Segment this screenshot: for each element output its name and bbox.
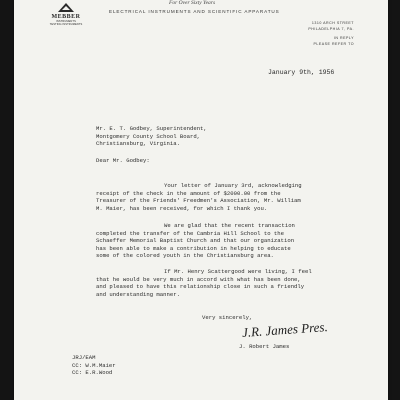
paragraph-line: receipt of the check in the amount of $2000.00 from the	[96, 189, 281, 197]
signer-name: J. Robert James	[239, 343, 290, 350]
paragraph-line: If Mr. Henry Scattergood were living, I feel	[164, 268, 312, 275]
motto: For Over Sixty Years	[169, 0, 216, 6]
recipient-line: Mr. E. T. Godbey, Superintendent,	[96, 125, 207, 132]
paragraph-line: some of the colored youth in the Christiansburg area.	[96, 252, 274, 260]
cc-line: CC: E.R.Wood	[72, 369, 113, 377]
closing: Very sincerely,	[202, 314, 253, 321]
logo-sub-2: TESTING INSTRUMENTS	[49, 23, 83, 26]
paragraph-line: has been able to make a contribution in helping to educate	[96, 244, 291, 252]
paragraph-1	[96, 182, 302, 212]
handwritten-signature: J.R. James Pres.	[241, 319, 329, 340]
letter-page	[14, 0, 388, 400]
paragraph-3	[96, 268, 312, 298]
paragraph-line: and pleased to have this relationship close in such a friendly	[96, 283, 305, 291]
reference-initials: JRJ/EAM	[72, 354, 96, 361]
logo-name: MEBBER	[51, 14, 81, 20]
recipient-address	[96, 125, 207, 148]
address-line-1: 1310 ARCH STREET	[311, 21, 354, 25]
paragraph-line: Schaeffer Memorial Baptist Church and that our organization	[96, 237, 295, 245]
letter-date: January 9th, 1956	[268, 69, 335, 76]
recipient-line: Christiansburg, Virginia.	[96, 140, 180, 148]
reply-line-2: PLEASE REFER TO	[313, 41, 354, 46]
cc-line: CC: W.M.Maier	[72, 361, 116, 369]
paragraph-line: completed the transfer of the Cambria Hill School to the	[96, 229, 284, 237]
reference-block	[72, 354, 116, 377]
company-logo	[46, 2, 86, 26]
paragraph-2	[96, 222, 295, 260]
logo-sub-1: INSTRUMENTS	[56, 20, 76, 23]
paragraph-line: We are glad that the recent transaction	[164, 222, 295, 229]
paragraph-line: Treasurer of the Friends' Freedmen's Association, Mr. William	[96, 197, 301, 205]
paragraph-line: M. Maier, has been received, for which I thank you.	[96, 204, 268, 212]
recipient-line: Montgomery County School Board,	[96, 132, 201, 140]
address-line-2: PHILADELPHIA 7, PA.	[308, 26, 354, 31]
paragraph-line: that he would be very much in accord with what has been done,	[96, 275, 301, 283]
paragraph-line: and understanding manner.	[96, 290, 180, 298]
company-tagline: ELECTRICAL INSTRUMENTS AND SCIENTIFIC APPARATUS	[109, 9, 280, 14]
salutation: Dear Mr. Godbey:	[96, 157, 150, 164]
paragraph-line: Your letter of January 3rd, acknowledging	[164, 182, 302, 189]
reply-line-1: IN REPLY	[333, 36, 354, 40]
meter-icon	[56, 2, 76, 13]
company-address	[308, 21, 354, 47]
